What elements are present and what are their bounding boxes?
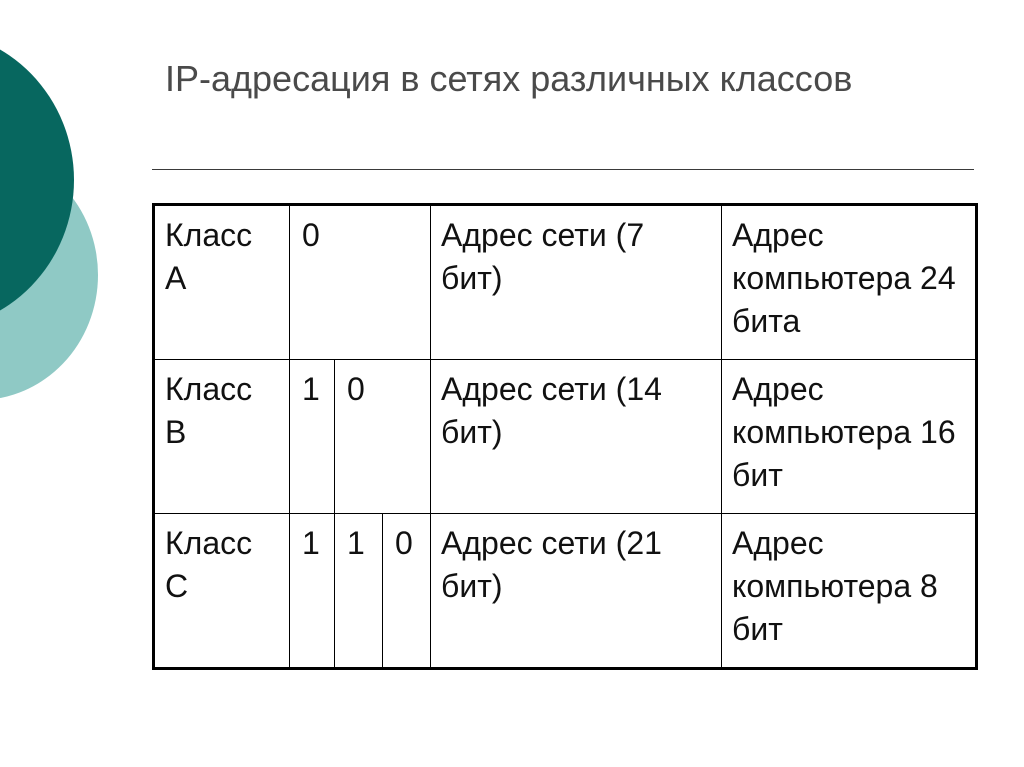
prefix-bit-cell: 1 — [290, 360, 335, 514]
ip-class-table — [152, 203, 978, 670]
prefix-bit-cell: 0 — [383, 514, 431, 669]
prefix-bit-cell: 0 — [290, 205, 431, 360]
host-address-cell: Адрес компьютера 24 бита — [722, 205, 977, 360]
network-address-cell: Адрес сети (21 бит) — [431, 514, 722, 669]
prefix-bit-cell: 1 — [290, 514, 335, 669]
prefix-bit-cell: 1 — [335, 514, 383, 669]
table-row-class-b — [154, 360, 977, 514]
host-address-cell: Адрес компьютера 16 бит — [722, 360, 977, 514]
class-label-cell: Класс В — [154, 360, 290, 514]
table-row-class-a — [154, 205, 977, 360]
host-address-cell: Адрес компьютера 8 бит — [722, 514, 977, 669]
class-label-cell: Класс С — [154, 514, 290, 669]
slide-title: IP-адресация в сетях различных классов — [165, 58, 853, 99]
prefix-bit-cell: 0 — [335, 360, 431, 514]
class-label-cell: Класс А — [154, 205, 290, 360]
title-divider — [152, 169, 974, 170]
network-address-cell: Адрес сети (14 бит) — [431, 360, 722, 514]
network-address-cell: Адрес сети (7 бит) — [431, 205, 722, 360]
table-row-class-c — [154, 514, 977, 669]
